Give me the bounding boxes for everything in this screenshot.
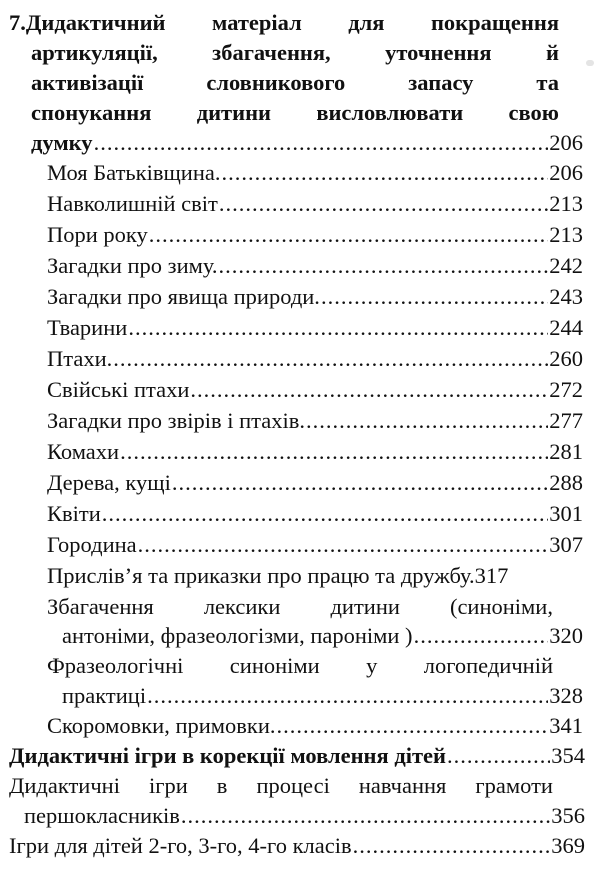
toc-entry[interactable] bbox=[0, 344, 600, 374]
toc-entry[interactable] bbox=[0, 282, 600, 312]
entry-title: антоніми, фразеологізми, пароніми ) bbox=[62, 623, 413, 648]
toc-entry[interactable] bbox=[0, 530, 600, 560]
dot-leader bbox=[147, 681, 548, 711]
heading-word: матеріал bbox=[212, 10, 302, 35]
heading-word: дитини bbox=[196, 100, 271, 125]
toc-entry-section-7[interactable] bbox=[0, 128, 600, 158]
entry-title: Загадки про звірів і птахів. bbox=[47, 408, 305, 433]
entry-word: логопедичній bbox=[423, 653, 553, 678]
toc-entry[interactable] bbox=[0, 375, 600, 405]
toc-entry-phraseological-line-2[interactable] bbox=[0, 681, 600, 711]
heading-word: словникового bbox=[206, 70, 346, 95]
toc-entry[interactable] bbox=[0, 313, 600, 343]
entry-title: Комахи bbox=[47, 439, 120, 464]
toc-entry-games-grades[interactable] bbox=[0, 831, 600, 861]
entry-word: (синоніми, bbox=[449, 594, 553, 619]
entry-word: Збагачення bbox=[47, 594, 154, 619]
entry-page: 243 bbox=[549, 284, 583, 309]
entry-title: Свійські птахи bbox=[47, 377, 190, 402]
entry-title: Дерева, кущі bbox=[47, 470, 171, 495]
toc-entry-phraseological-line-1[interactable] bbox=[0, 651, 600, 681]
heading-word: 7.Дидактичний bbox=[9, 10, 166, 35]
section-heading-line-1 bbox=[0, 8, 600, 38]
dot-leader bbox=[277, 711, 549, 741]
heading-word: для bbox=[348, 10, 385, 35]
entry-title: Дидактичні ігри в корекції мовлення дітей bbox=[9, 743, 446, 768]
entry-page: 301 bbox=[549, 501, 583, 526]
entry-word: синоніми bbox=[229, 653, 320, 678]
toc-entry[interactable] bbox=[0, 499, 600, 529]
dot-leader bbox=[120, 437, 548, 467]
heading-word: покращення bbox=[430, 10, 559, 35]
heading-word: спонукання bbox=[31, 100, 152, 125]
entry-title: думку bbox=[31, 130, 93, 155]
toc-entry[interactable] bbox=[0, 158, 600, 188]
entry-page: 281 bbox=[549, 439, 583, 464]
dot-leader bbox=[353, 831, 551, 861]
dot-leader bbox=[306, 406, 548, 436]
toc-entry[interactable] bbox=[0, 437, 600, 467]
entry-title: Скоромовки, примовки. bbox=[47, 713, 276, 738]
dot-leader bbox=[222, 158, 549, 188]
toc-entry-enrichment-line-1[interactable] bbox=[0, 592, 600, 622]
dot-leader bbox=[128, 313, 548, 343]
entry-title: Пори року bbox=[47, 222, 148, 247]
entry-word: в bbox=[216, 773, 228, 798]
entry-word: ігри bbox=[148, 773, 188, 798]
dot-leader bbox=[414, 621, 549, 651]
entry-page: 369 bbox=[551, 833, 585, 858]
entry-page: 288 bbox=[549, 470, 583, 495]
entry-title: Загадки про зиму. bbox=[47, 253, 218, 278]
entry-page: 213 bbox=[549, 222, 583, 247]
entry-title: Загадки про явища природи. bbox=[47, 284, 320, 309]
dot-leader bbox=[218, 251, 548, 281]
section-heading-line-4 bbox=[0, 98, 600, 128]
toc-entry[interactable] bbox=[0, 189, 600, 219]
dot-leader bbox=[172, 468, 548, 498]
entry-page: 354 bbox=[551, 743, 585, 768]
section-heading-line-3 bbox=[0, 68, 600, 98]
entry-title: Моя Батьківщина. bbox=[47, 160, 221, 185]
entry-page: 307 bbox=[549, 532, 583, 557]
entry-word: Фразеологічні bbox=[47, 653, 184, 678]
entry-page: 277 bbox=[549, 408, 583, 433]
heading-word: свою bbox=[508, 100, 559, 125]
entry-title: Квіти bbox=[47, 501, 101, 526]
entry-title: першокласників bbox=[24, 803, 180, 828]
dot-leader bbox=[113, 344, 548, 374]
toc-entry[interactable] bbox=[0, 220, 600, 250]
toc-entry[interactable] bbox=[0, 251, 600, 281]
dot-leader bbox=[138, 530, 549, 560]
heading-word: запасу bbox=[408, 70, 474, 95]
entry-word: дитини bbox=[330, 594, 400, 619]
toc-entry[interactable] bbox=[0, 468, 600, 498]
entry-word: грамоти bbox=[475, 773, 553, 798]
entry-word: навчання bbox=[358, 773, 447, 798]
toc-entry-didactic-literacy-line-1[interactable] bbox=[0, 771, 600, 801]
heading-word: й bbox=[546, 40, 559, 65]
entry-word: лексики bbox=[203, 594, 281, 619]
dot-leader bbox=[149, 220, 548, 250]
toc-entry[interactable] bbox=[0, 406, 600, 436]
heading-word: висловлювати bbox=[316, 100, 464, 125]
entry-page: 260 bbox=[549, 346, 583, 371]
heading-word: уточнення bbox=[385, 40, 492, 65]
toc-entry-tongue-twisters[interactable] bbox=[0, 711, 600, 741]
entry-page: 356 bbox=[551, 803, 585, 828]
entry-page: 272 bbox=[549, 377, 583, 402]
toc-entry-didactic-literacy-line-2[interactable] bbox=[0, 801, 600, 831]
section-heading-line-2 bbox=[0, 38, 600, 68]
entry-word: у bbox=[366, 653, 378, 678]
entry-page: 320 bbox=[549, 623, 583, 648]
entry-page: 242 bbox=[549, 253, 583, 278]
heading-word: та bbox=[536, 70, 559, 95]
dot-leader bbox=[94, 128, 549, 158]
entry-page: 244 bbox=[549, 315, 583, 340]
entry-title: Ігри для дітей 2-го, 3-го, 4-го класів bbox=[9, 833, 352, 858]
toc-entry-enrichment-line-2[interactable] bbox=[0, 621, 600, 651]
entry-page: 317 bbox=[474, 563, 509, 588]
entry-page: 206 bbox=[549, 160, 583, 185]
dot-leader bbox=[190, 375, 548, 405]
entry-title: Прислів’я та приказки про працю та дружбу. bbox=[47, 563, 475, 588]
entry-page: 341 bbox=[549, 713, 583, 738]
entry-word: Дидактичні bbox=[9, 773, 120, 798]
heading-word: артикуляції, bbox=[31, 40, 158, 65]
entry-title: Навколишній світ bbox=[47, 191, 218, 216]
toc-entry[interactable] bbox=[0, 561, 600, 591]
dot-leader bbox=[321, 282, 548, 312]
heading-word: збагачення, bbox=[212, 40, 331, 65]
entry-title: Птахи. bbox=[47, 346, 113, 371]
entry-title: Городина bbox=[47, 532, 137, 557]
entry-word: процесі bbox=[256, 773, 330, 798]
scan-smudge bbox=[586, 60, 594, 66]
entry-page: 328 bbox=[549, 683, 583, 708]
entry-page: 213 bbox=[549, 191, 583, 216]
dot-leader bbox=[219, 189, 548, 219]
dot-leader bbox=[102, 499, 548, 529]
dot-leader bbox=[447, 741, 550, 771]
toc-entry-didactic-correction[interactable] bbox=[0, 741, 600, 771]
entry-title: Тварини bbox=[47, 315, 128, 340]
dot-leader bbox=[181, 801, 550, 831]
entry-title: практиці bbox=[62, 683, 147, 708]
heading-word: активізації bbox=[31, 70, 144, 95]
entry-page: 206 bbox=[549, 130, 583, 155]
